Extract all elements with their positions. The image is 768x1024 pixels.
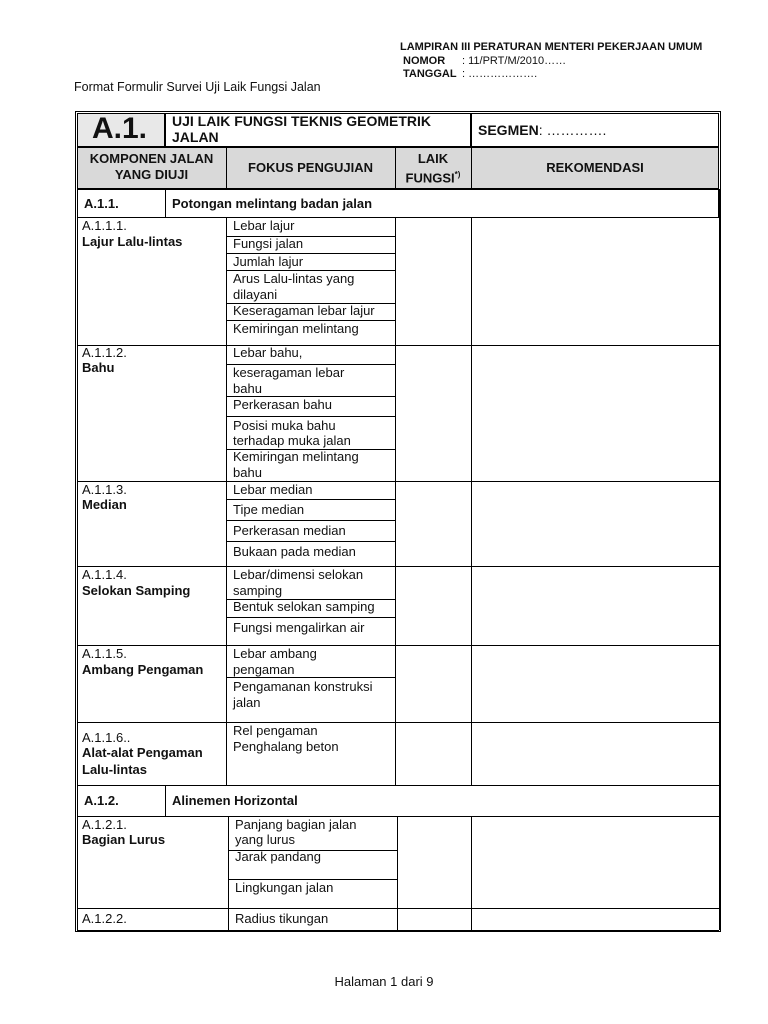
section-title-line2: JALAN bbox=[172, 129, 219, 145]
group-title: Potongan melintang badan jalan bbox=[172, 196, 373, 211]
focus-item: Kemiringan melintang bbox=[233, 321, 359, 336]
group-code: A.1.1. bbox=[84, 196, 119, 211]
form-title: Format Formulir Survei Uji Laik Fungsi Jalan bbox=[74, 80, 321, 94]
section-title-line1: UJI LAIK FUNGSI TEKNIS GEOMETRIK bbox=[172, 113, 432, 129]
nomor-value: : 11/PRT/M/2010…… bbox=[462, 55, 567, 67]
group-code: A.1.2. bbox=[84, 793, 119, 808]
focus-item: bahu bbox=[233, 465, 262, 480]
item-name-ambang: Ambang Pengaman bbox=[82, 662, 204, 677]
focus-item: Fungsi mengalirkan air bbox=[233, 620, 365, 635]
focus-item: Perkerasan bahu bbox=[233, 397, 333, 412]
page-number: Halaman 1 dari 9 bbox=[334, 974, 434, 989]
regulation-title: LAMPIRAN III PERATURAN MENTERI PEKERJAAN UMUM bbox=[400, 41, 703, 53]
focus-item: Bentuk selokan samping bbox=[233, 599, 375, 614]
item-code-a1221: A.1.2.1. bbox=[82, 817, 127, 832]
section-code: A.1. bbox=[92, 112, 148, 145]
segmen-label: SEGMEN bbox=[478, 122, 539, 138]
focus-item: Lebar/dimensi selokan bbox=[233, 567, 364, 582]
focus-item: Lingkungan jalan bbox=[235, 880, 334, 895]
focus-item: Jarak pandang bbox=[235, 849, 322, 864]
col-komponen-header: KOMPONEN JALAN YANG DIUJI bbox=[89, 151, 214, 182]
focus-item: keseragaman lebar bbox=[233, 365, 345, 380]
focus-item: Fungsi jalan bbox=[233, 236, 304, 251]
focus-item: Rel pengaman bbox=[233, 723, 318, 738]
focus-item: Panjang bagian jalan bbox=[235, 817, 357, 832]
col-rekomendasi-header: REKOMENDASI bbox=[546, 160, 644, 175]
focus-item: jalan bbox=[233, 695, 261, 710]
item-code-a1112: A.1.1.2. bbox=[82, 345, 127, 360]
focus-item: Arus Lalu-lintas yang bbox=[233, 271, 355, 286]
item-name-bagian-lurus: Bagian Lurus bbox=[82, 832, 166, 847]
focus-item: Kemiringan melintang bbox=[233, 449, 359, 464]
tanggal-value: : ………………. bbox=[462, 68, 538, 80]
item-code-a1222: A.1.2.2. bbox=[82, 911, 127, 926]
focus-item: Tipe median bbox=[233, 502, 305, 517]
item-name-lajur: Lajur Lalu-lintas bbox=[82, 234, 183, 249]
focus-item: bahu bbox=[233, 381, 262, 396]
focus-item: Jumlah lajur bbox=[233, 254, 304, 269]
item-name-selokan: Selokan Samping bbox=[82, 583, 191, 598]
nomor-label: NOMOR bbox=[403, 55, 446, 67]
focus-item: Perkerasan median bbox=[233, 523, 346, 538]
focus-item: Lebar bahu, bbox=[233, 345, 303, 360]
focus-item: Posisi muka bahu bbox=[233, 418, 336, 433]
col-laik-header: LAIK FUNGSI*) bbox=[405, 151, 461, 186]
focus-item: terhadap muka jalan bbox=[233, 433, 351, 448]
item-name-median: Median bbox=[82, 497, 127, 512]
focus-item: dilayani bbox=[233, 287, 278, 302]
item-code-a1111: A.1.1.1. bbox=[82, 218, 127, 233]
focus-item: yang lurus bbox=[235, 832, 295, 847]
focus-item: pengaman bbox=[233, 662, 295, 677]
tanggal-label: TANGGAL bbox=[403, 68, 457, 80]
focus-item: Bukaan pada median bbox=[233, 544, 356, 559]
item-code-a1113: A.1.1.3. bbox=[82, 482, 127, 497]
focus-item: Lebar median bbox=[233, 482, 313, 497]
item-name-bahu: Bahu bbox=[82, 360, 115, 375]
col-fokus-header: FOKUS PENGUJIAN bbox=[248, 160, 373, 175]
focus-item: Radius tikungan bbox=[235, 911, 329, 926]
focus-item: Lebar ambang bbox=[233, 646, 317, 661]
focus-item: Keseragaman lebar lajur bbox=[233, 303, 375, 318]
item-code-a1115: A.1.1.5. bbox=[82, 646, 127, 661]
focus-item: Lebar lajur bbox=[233, 218, 295, 233]
focus-item: Pengamanan konstruksi bbox=[233, 679, 373, 694]
focus-item: Penghalang beton bbox=[233, 739, 339, 754]
item-code-a1114: A.1.1.4. bbox=[82, 567, 127, 582]
item-code-a1116: A.1.1.6.. bbox=[82, 730, 131, 745]
segmen-field[interactable] bbox=[478, 122, 606, 138]
item-name-alat-pengaman-2: Lalu-lintas bbox=[82, 762, 148, 777]
item-name-alat-pengaman-1: Alat-alat Pengaman bbox=[82, 745, 203, 760]
focus-item: samping bbox=[233, 583, 283, 598]
segmen-value: : …………. bbox=[538, 122, 607, 138]
group-title: Alinemen Horizontal bbox=[172, 793, 298, 808]
